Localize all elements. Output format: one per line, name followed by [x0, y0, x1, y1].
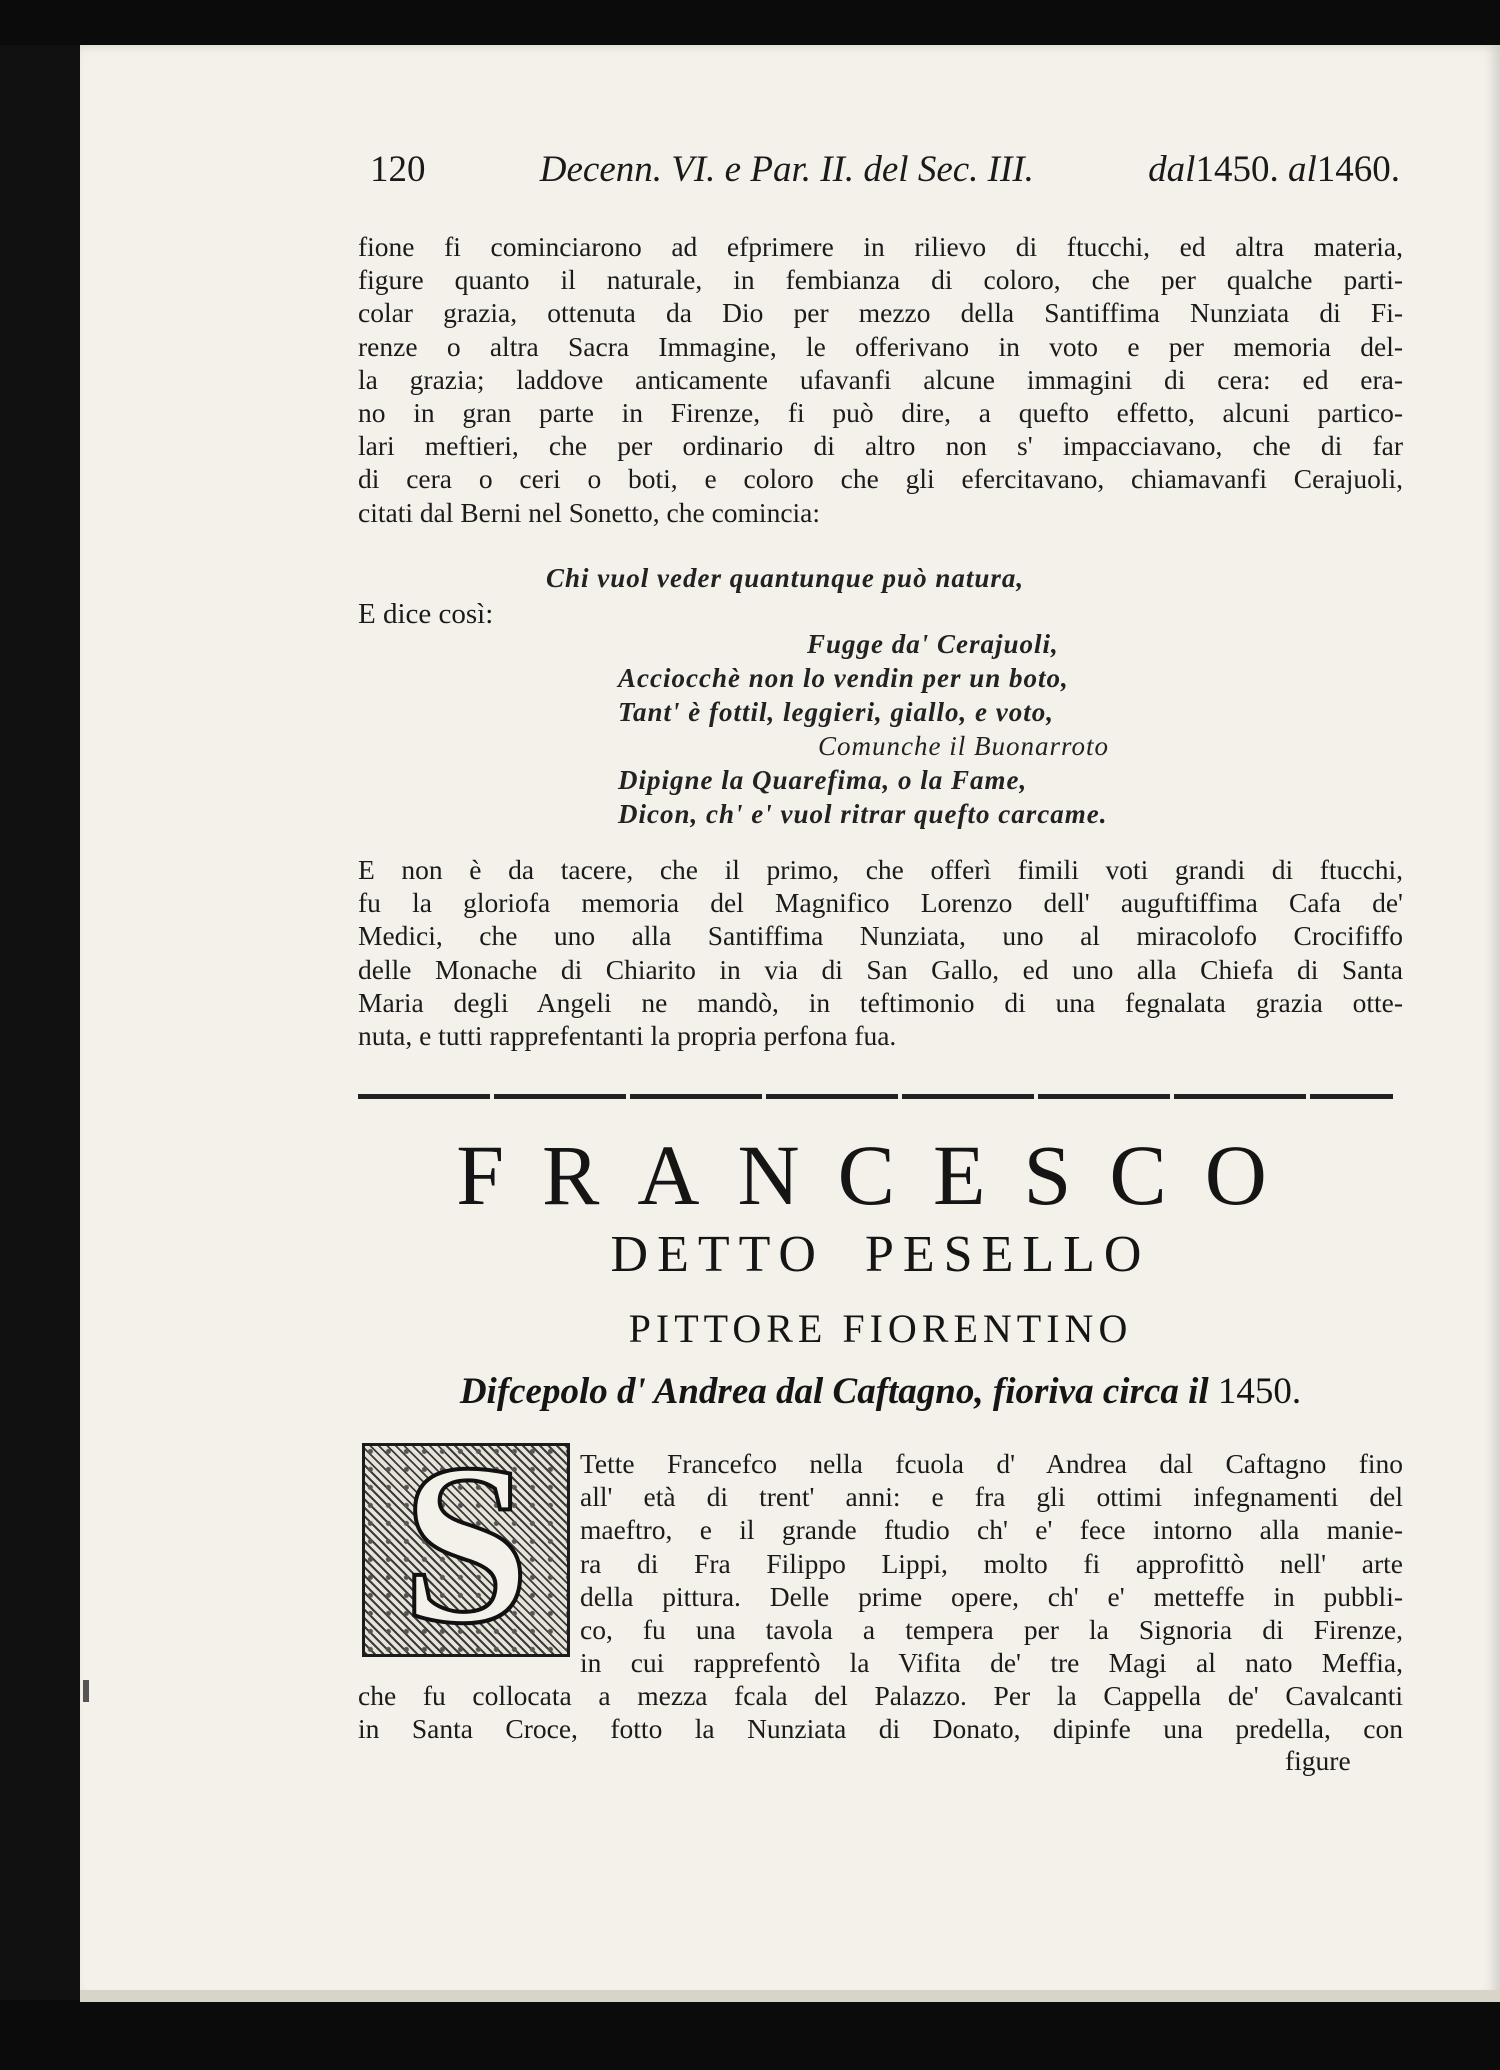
years-mid: al — [1287, 149, 1317, 190]
paragraph-2 — [358, 853, 1403, 1052]
text-line: no in gran parte in Firenze, fi può dire, a quefto effetto, alcuni partico- — [358, 397, 1403, 429]
text-line: maeftro, e il grande ftudio ch' e' fece intorno alla manie- — [580, 1514, 1403, 1546]
title-role: PITTORE FIORENTINO — [628, 1306, 1133, 1351]
drop-cap-letter: S — [402, 1443, 530, 1657]
text-line: ra di Fra Filippo Lippi, molto fi approfittò nell' arte — [580, 1547, 1403, 1579]
text-line: E non è da tacere, che il primo, che offerì fimili voti grandi di ftucchi, — [358, 854, 1403, 885]
text-line: renze o altra Sacra Immagine, le offerivano in voto e per memoria del- — [358, 330, 1403, 362]
text-line: delle Monache di Chiarito in via di San Gallo, ed uno alla Chiefa di Santa — [358, 953, 1403, 985]
text-line: fione fi cominciarono ad efprimere in rilievo di ftucchi, ed altra materia, — [358, 231, 1403, 262]
text-line: Tette Francefco nella fcuola d' Andrea dal Caftagno fino — [580, 1448, 1403, 1479]
subtitle-text: Difcepolo d' Andrea dal Caftagno, fioriva circa il — [459, 1371, 1209, 1412]
book-gutter — [0, 45, 80, 2000]
text-line: co, fu una tavola a tempera per la Signoria di Firenze, — [580, 1614, 1403, 1646]
paragraph-1 — [358, 230, 1403, 529]
page-number: 120 — [370, 149, 426, 190]
text-line: nuta, e tutti rapprefentanti la propria perfona fua. — [358, 1020, 897, 1052]
ornamental-drop-cap — [362, 1443, 570, 1657]
poem-line: Comunche il Buonarroto — [818, 731, 1109, 761]
page-bottom-edge — [80, 1990, 1500, 2002]
poem-line: Fugge da' Cerajuoli, — [807, 629, 1059, 659]
text-line: in Santa Croce, fotto la Nunziata di Donato, dipinfe una predella, con — [358, 1713, 1403, 1745]
years-to: 1460. — [1316, 149, 1400, 190]
text-line: colar grazia, ottenuta da Dio per mezzo della Santiffima Nunziata di Fi- — [358, 297, 1403, 329]
text-line: Medici, che uno alla Santiffima Nunziata, uno al miracolofo Crocififfo — [358, 920, 1403, 952]
section-divider — [358, 1094, 1393, 1099]
years-from: 1450. — [1195, 149, 1279, 190]
text-line: la grazia; laddove anticamente ufavanfi alcune immagini di cera: ed era- — [358, 363, 1403, 395]
text-line: citati dal Berni nel Sonetto, che comincia: — [358, 496, 821, 528]
years-prefix: dal — [1148, 149, 1196, 190]
subtitle-year: 1450. — [1217, 1371, 1302, 1412]
poem-line: Tant' è fottil, leggieri, giallo, e voto, — [618, 697, 1054, 727]
title-detto: DETTO — [610, 1226, 825, 1283]
poem-intro: E dice così: — [358, 598, 494, 630]
margin-mark — [83, 1680, 89, 1702]
text-line: della pittura. Delle prime opere, ch' e' metteffe in pubbli- — [580, 1580, 1403, 1612]
title-name: FRANCESCO — [456, 1127, 1305, 1223]
title-surname: PESELLO — [865, 1226, 1151, 1283]
text-line: all' età di trent' anni: e fra gli ottimi infegnamenti del — [580, 1481, 1403, 1513]
text-line: lari meftieri, che per ordinario di altro non s' impacciavano, che di far — [358, 430, 1403, 462]
catchword: figure — [1285, 1745, 1351, 1776]
poem-first-line: Chi vuol veder quantunque può natura, — [546, 563, 1025, 593]
poem-line: Dicon, ch' e' vuol ritrar quefto carcame. — [618, 799, 1108, 829]
poem-line: Dipigne la Quarefima, o la Fame, — [618, 765, 1028, 795]
title-detto-line — [358, 1225, 1403, 1284]
text-line: che fu collocata a mezza fcala del Palazzo. Per la Cappella de' Cavalcanti — [358, 1680, 1403, 1711]
paragraph-3-full — [358, 1679, 1403, 1745]
running-title: Decenn. VI. e Par. II. del Sec. III. — [539, 149, 1034, 190]
title-subtitle — [358, 1370, 1403, 1413]
text-line: fu la gloriofa memoria del Magnifico Lorenzo dell' auguftiffima Cafa de' — [358, 887, 1403, 919]
text-line: Maria degli Angeli ne mandò, in teftimonio di una fegnalata grazia otte- — [358, 986, 1403, 1018]
text-line: in cui rapprefentò la Vifita de' tre Magi al nato Meffia, — [580, 1647, 1403, 1679]
poem-line: Acciocchè non lo vendin per un boto, — [618, 663, 1069, 693]
header-years — [1148, 148, 1400, 191]
text-line: figure quanto il naturale, in fembianza di coloro, che per qualche parti- — [358, 264, 1403, 296]
running-header — [370, 148, 1400, 191]
text-line: di cera o ceri o boti, e coloro che gli efercitavano, chiamavanfi Cerajuoli, — [358, 463, 1403, 495]
paragraph-3-indented — [580, 1447, 1403, 1679]
